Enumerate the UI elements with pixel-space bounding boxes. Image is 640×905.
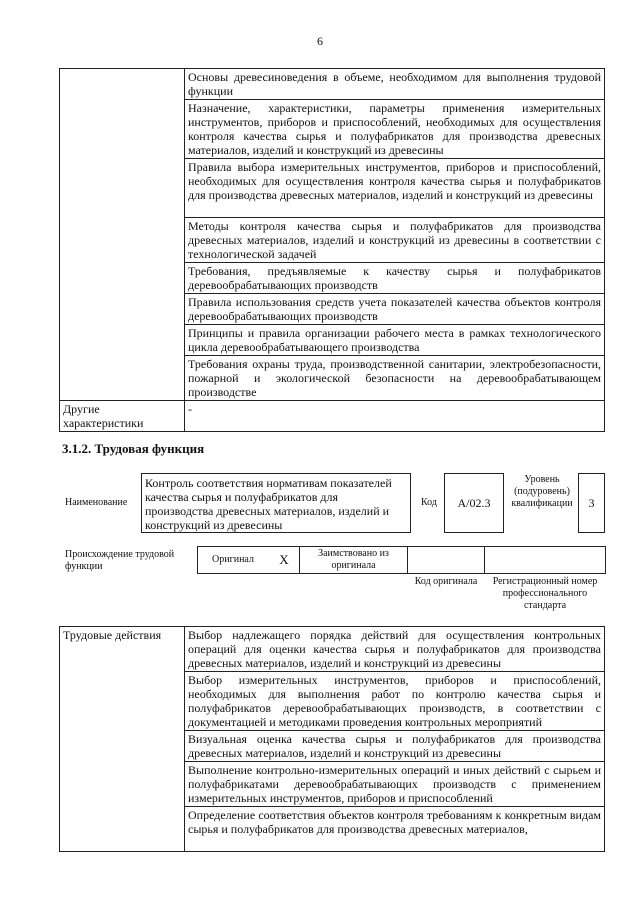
action-item: Выбор измерительных инструментов, приборов и приспособлений, необходимых для выполнения работ по контролю качества сырья и полуфабрикатов деревообрабатывающих производств, в соответствии с документацией и методиками проведения контрольных мероприятий xyxy=(185,672,605,731)
section-heading: 3.1.2. Трудовая функция xyxy=(62,441,205,456)
level-value-box xyxy=(578,473,605,533)
actions-label: Трудовые действия xyxy=(60,627,185,852)
other-characteristics-label: Другие характеристики xyxy=(60,401,185,432)
borrowed-label: Заимствовано из оригинала xyxy=(318,548,389,571)
level-value: 3 xyxy=(588,496,595,510)
knowledge-label-cell xyxy=(60,69,185,401)
original-label: Оригинал xyxy=(212,554,254,565)
reg-number-caption: Регистрационный номер профессионального стандарта xyxy=(492,576,598,611)
table-row xyxy=(60,627,605,672)
knowledge-item: Правила использования средств учета показателей качества объектов контроля деревообрабатывающих производств xyxy=(185,294,605,325)
actions-table xyxy=(59,626,605,852)
other-characteristics-value: - xyxy=(185,401,605,432)
knowledge-item: Назначение, характеристики, параметры применения измерительных инструментов, приборов и приспособлений, необходимых для осуществления контроля качества сырья и полуфабрикатов для производства древесных материалов, изделий и конструкций из древесины xyxy=(185,100,605,159)
code-label: Код xyxy=(421,497,437,508)
knowledge-item: Методы контроля качества сырья и полуфабрикатов для производства древесных материалов, изделий и конструкций из древесины в соответствии с технологической задачей xyxy=(185,218,605,263)
knowledge-item: Правила выбора измерительных инструментов, приборов и приспособлений, необходимых для осуществления контроля качества сырья и полуфабрикатов для производства древесных материалов, изделий и конструкций из древесины xyxy=(185,159,605,218)
name-label: Наименование xyxy=(65,497,128,508)
table-row xyxy=(60,401,605,432)
knowledge-item: Основы древесиноведения в объеме, необходимом для выполнения трудовой функции xyxy=(185,69,605,100)
divider xyxy=(484,546,485,574)
action-item: Выбор надлежащего порядка действий для осуществления контрольных операций для оценки качества сырья и полуфабрикатов для производства древесных материалов, изделий и конструкций из древесины xyxy=(185,627,605,672)
knowledge-item: Принципы и правила организации рабочего места в рамках технологического цикла деревообрабатывающего производства xyxy=(185,325,605,356)
action-item: Определение соответствия объектов контроля требованиям к конкретным видам сырья и полуфабрикатов для производства древесных материалов, xyxy=(185,807,605,852)
action-item: Визуальная оценка качества сырья и полуфабрикатов для производства древесных материалов, изделий и конструкций из древесины xyxy=(185,731,605,762)
knowledge-item: Требования охраны труда, производственной санитарии, электробезопасности, пожарной и экологической безопасности на деревообрабатывающем производстве xyxy=(185,356,605,401)
original-mark: X xyxy=(279,552,289,567)
divider xyxy=(407,546,408,574)
function-name-box xyxy=(141,473,411,533)
code-value: A/02.3 xyxy=(457,496,491,510)
code-value-box xyxy=(444,473,504,533)
page-number: 6 xyxy=(317,34,323,48)
table-row xyxy=(60,69,605,100)
origin-label: Происхождение трудовой функции xyxy=(65,549,175,572)
level-label: Уровень (подуровень) квалификации xyxy=(511,474,573,509)
function-name: Контроль соответствия нормативам показателей качества сырья и полуфабрикатов для производства древесных материалов, изделий и конструкций из древесины xyxy=(145,476,392,532)
knowledge-table xyxy=(59,68,605,432)
code-original-caption: Код оригинала xyxy=(414,576,478,587)
knowledge-item: Требования, предъявляемые к качеству сырья и полуфабрикатов деревообрабатывающих производств xyxy=(185,263,605,294)
action-item: Выполнение контрольно-измерительных операций и иных действий с сырьем и полуфабрикатами деревообрабатывающих производств с применением измерительных инструментов, приборов и приспособлений xyxy=(185,762,605,807)
